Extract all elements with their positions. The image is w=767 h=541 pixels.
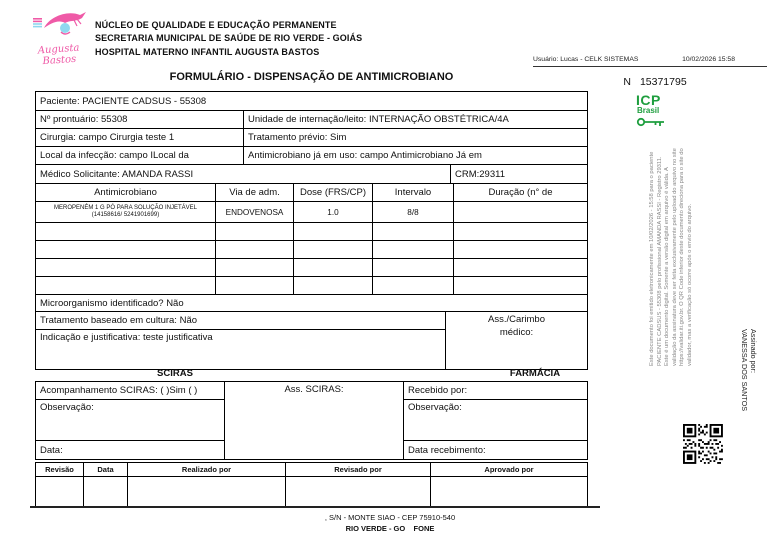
sciras-date-field: Data:	[40, 444, 63, 456]
med-interval-cell: 8/8	[373, 202, 454, 222]
patient-row	[36, 92, 587, 111]
med-table-header	[36, 184, 587, 202]
unit-field: Unidade de internação/leito: INTERNAÇÃO OBSTÉTRICA/4A	[248, 114, 509, 125]
culture-treatment-field: Tratamento baseado em cultura: Não	[36, 312, 445, 330]
revision-col-date: Data	[84, 463, 128, 476]
signed-by-block	[740, 329, 758, 471]
culture-section	[36, 312, 587, 369]
surgery-row	[36, 129, 587, 147]
med-name: MEROPENÉM 1 G PÓ PARA SOLUÇÃO INJETÁVEL	[54, 205, 197, 212]
logo-script-text: Augusta Bastos	[37, 42, 80, 68]
med-col-dose: Dose (FRS/CP)	[294, 184, 373, 201]
form-title: FORMULÁRIO - DISPENSAÇÃO DE ANTIMICROBIANO	[169, 71, 454, 83]
stamp-label-line2: médico:	[499, 327, 534, 338]
org-line-3: HOSPITAL MATERNO INFANTIL AUGUSTA BASTOS	[95, 46, 320, 57]
record-unit-row	[36, 111, 587, 129]
document-number-label: N	[623, 76, 631, 88]
med-col-route: Via de adm.	[216, 184, 294, 201]
physician-row	[36, 165, 587, 184]
icp-logo-subtext: Brasil	[637, 106, 660, 115]
signed-by-name: VANESSA DOS SANTOS	[740, 329, 749, 412]
indication-field: Indicação e justificativa: teste justificativa	[40, 332, 213, 343]
session-info	[533, 56, 735, 63]
org-header	[95, 19, 362, 59]
antimicrobial-in-use-field: Antimicrobiano já em uso: campo Antimicrobiano Já em	[248, 150, 482, 161]
sciras-section-title: SCIRAS	[157, 368, 193, 379]
previous-treatment-field: Tratamento prévio: Sim	[248, 132, 347, 143]
revision-table	[35, 462, 588, 506]
received-by-field: Recebido por:	[404, 382, 587, 400]
med-empty-row	[36, 277, 587, 295]
microorganism-row	[36, 295, 587, 312]
sciras-signature-field: Ass. SCIRAS:	[284, 384, 344, 395]
physician-stamp-box	[446, 312, 587, 369]
patient-field: Paciente: PACIENTE CADSUS - 55308	[40, 95, 207, 107]
culture-left	[36, 312, 446, 369]
sciras-followup-field: Acompanhamento SCIRAS: ( )Sim ( )	[36, 382, 224, 400]
session-user: Usuário: Lucas - CELK SISTEMAS	[533, 56, 639, 63]
microorganism-field: Microorganismo identificado? Não	[40, 297, 184, 309]
sciras-column	[36, 382, 225, 459]
session-datetime: 10/02/2026 15:58	[682, 56, 735, 63]
med-route-cell: ENDOVENOSA	[216, 202, 294, 222]
med-duration-cell	[454, 202, 587, 222]
qr-code	[683, 424, 723, 464]
physician-field: Médico Solicitante: AMANDA RASSI	[36, 165, 451, 183]
document-number	[592, 76, 718, 88]
med-code: (14158616/ 5241901699)	[91, 212, 160, 218]
crm-field: CRM:29311	[455, 168, 505, 180]
sciras-observation-field: Observação:	[36, 400, 224, 441]
med-col-antimicrobial: Antimicrobiano	[36, 184, 216, 201]
infection-site-field: Local da infecção: campo ILocal da	[36, 147, 244, 164]
sciras-signature-column	[225, 382, 404, 459]
org-line-1: NÚCLEO DE QUALIDADE E EDUCAÇÃO PERMANENTE	[95, 20, 337, 30]
hospital-logo	[26, 8, 92, 68]
icp-brasil-logo	[636, 93, 680, 132]
revision-col-revision: Revisão	[36, 463, 84, 476]
antimicrobial-form	[35, 91, 588, 370]
key-icon	[636, 117, 666, 128]
infection-row	[36, 147, 587, 165]
med-empty-row	[36, 241, 587, 259]
farmacia-section-title: FARMÁCIA	[509, 368, 561, 379]
footer-divider	[30, 506, 600, 508]
signed-by-label: Assinado por:	[749, 329, 758, 373]
med-empty-row	[36, 223, 587, 241]
stamp-label-line1: Ass./Carimbo	[487, 314, 545, 325]
farmacia-observation-field: Observação:	[404, 400, 587, 441]
stork-icon	[30, 8, 88, 42]
revision-header	[36, 463, 587, 477]
record-number-field: Nº prontuário: 55308	[36, 111, 244, 128]
med-col-interval: Intervalo	[373, 184, 454, 201]
farmacia-column	[404, 382, 587, 459]
revision-col-reviewed-by: Revisado por	[286, 463, 431, 476]
sciras-farmacia-table	[35, 381, 588, 460]
revision-empty-row	[36, 477, 587, 506]
med-empty-row	[36, 259, 587, 277]
footer-address	[200, 513, 580, 534]
org-line-2: SECRETARIA MUNICIPAL DE SAÚDE DE RIO VERDE - GOIÁS	[95, 33, 363, 44]
footer-address-line: , S/N - MONTE SIAO - CEP 75910-540	[324, 513, 456, 522]
digital-signature-disclaimer: Este documento foi emitido eletronicamente em 10/02/2026 - 15:58 para o paciente PACIENTE CADSUS - 55308 pelo profissional AMANDA RASSI - Registro 29311. Este é um documento digital. Somente a versão digital em arquivo é válida. A validação da assinatura deve ser feita exclusivamente pelo upload do arquivo no site https://validar.iti.gov.br. O QR Code inferior deste documento direciona para o site do validador, mas a verificação só ocorre após o envio do arquivo.	[649, 148, 694, 366]
receipt-date-field: Data recebimento:	[408, 444, 486, 456]
med-dose-cell: 1.0	[294, 202, 373, 222]
med-row-1	[36, 202, 587, 223]
med-name-cell	[36, 202, 216, 222]
revision-col-approved-by: Aprovado por	[484, 465, 534, 474]
footer-city-line: RIO VERDE - GO FONE	[345, 523, 435, 533]
revision-col-done-by: Realizado por	[128, 463, 286, 476]
med-col-duration: Duração (n° de	[488, 187, 553, 198]
icp-logo-text: ICP	[636, 92, 661, 108]
document-number-value: 15371795	[639, 76, 687, 88]
header-divider	[533, 66, 767, 67]
surgery-field: Cirurgia: campo Cirurgia teste 1	[36, 129, 244, 146]
